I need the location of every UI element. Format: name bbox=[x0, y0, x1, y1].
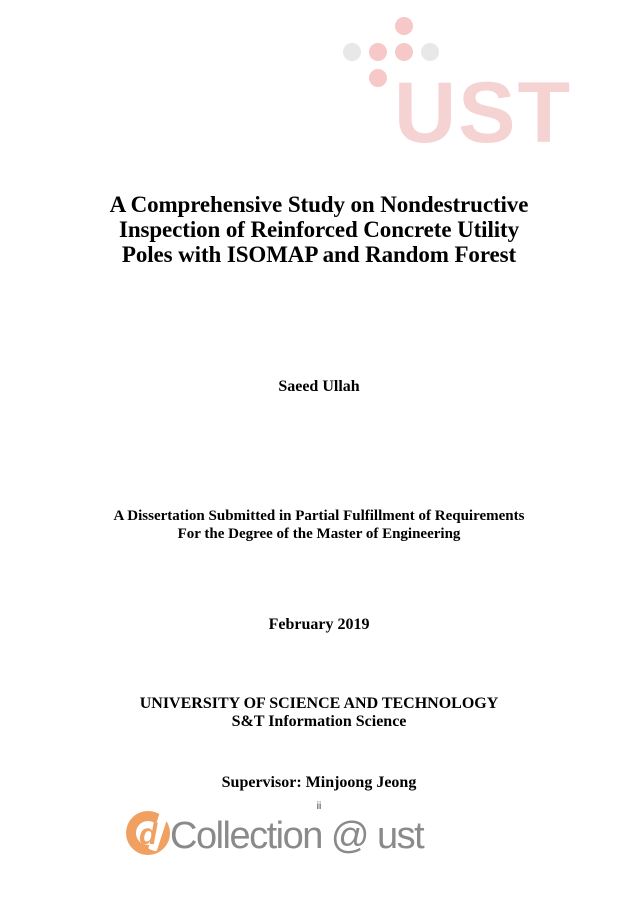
degree-line: A Dissertation Submitted in Partial Fulfillment of Requirements bbox=[113, 508, 525, 524]
dcollection-logo bbox=[124, 806, 444, 858]
dcollection-mark-icon bbox=[126, 811, 170, 855]
degree-line: For the Degree of the Master of Engineering bbox=[177, 526, 461, 542]
university-block bbox=[0, 695, 638, 731]
watermark-dot bbox=[421, 43, 439, 61]
department-name: S&T Information Science bbox=[231, 713, 407, 730]
university-name: UNIVERSITY OF SCIENCE AND TECHNOLOGY bbox=[139, 695, 499, 712]
watermark-text: UST bbox=[394, 65, 572, 148]
title-line: Inspection of Reinforced Concrete Utility bbox=[118, 217, 520, 242]
ust-watermark-logo bbox=[336, 14, 618, 148]
page-number: ii bbox=[316, 801, 322, 812]
dissertation-title bbox=[0, 192, 638, 267]
watermark-dot bbox=[369, 69, 387, 87]
supervisor-line: Supervisor: Minjoong Jeong bbox=[221, 774, 417, 791]
watermark-dot bbox=[343, 43, 361, 61]
submission-date: February 2019 bbox=[268, 616, 370, 633]
title-line: Poles with ISOMAP and Random Forest bbox=[121, 242, 517, 267]
dcollection-text: Collection @ ust bbox=[170, 815, 424, 857]
degree-statement bbox=[0, 507, 638, 543]
watermark-dot bbox=[369, 43, 387, 61]
author-name: Saeed Ullah bbox=[278, 378, 360, 395]
watermark-dot bbox=[395, 43, 413, 61]
watermark-dot bbox=[395, 17, 413, 35]
title-line: A Comprehensive Study on Nondestructive bbox=[109, 192, 529, 217]
dcollection-mark-letter: d bbox=[139, 818, 158, 851]
